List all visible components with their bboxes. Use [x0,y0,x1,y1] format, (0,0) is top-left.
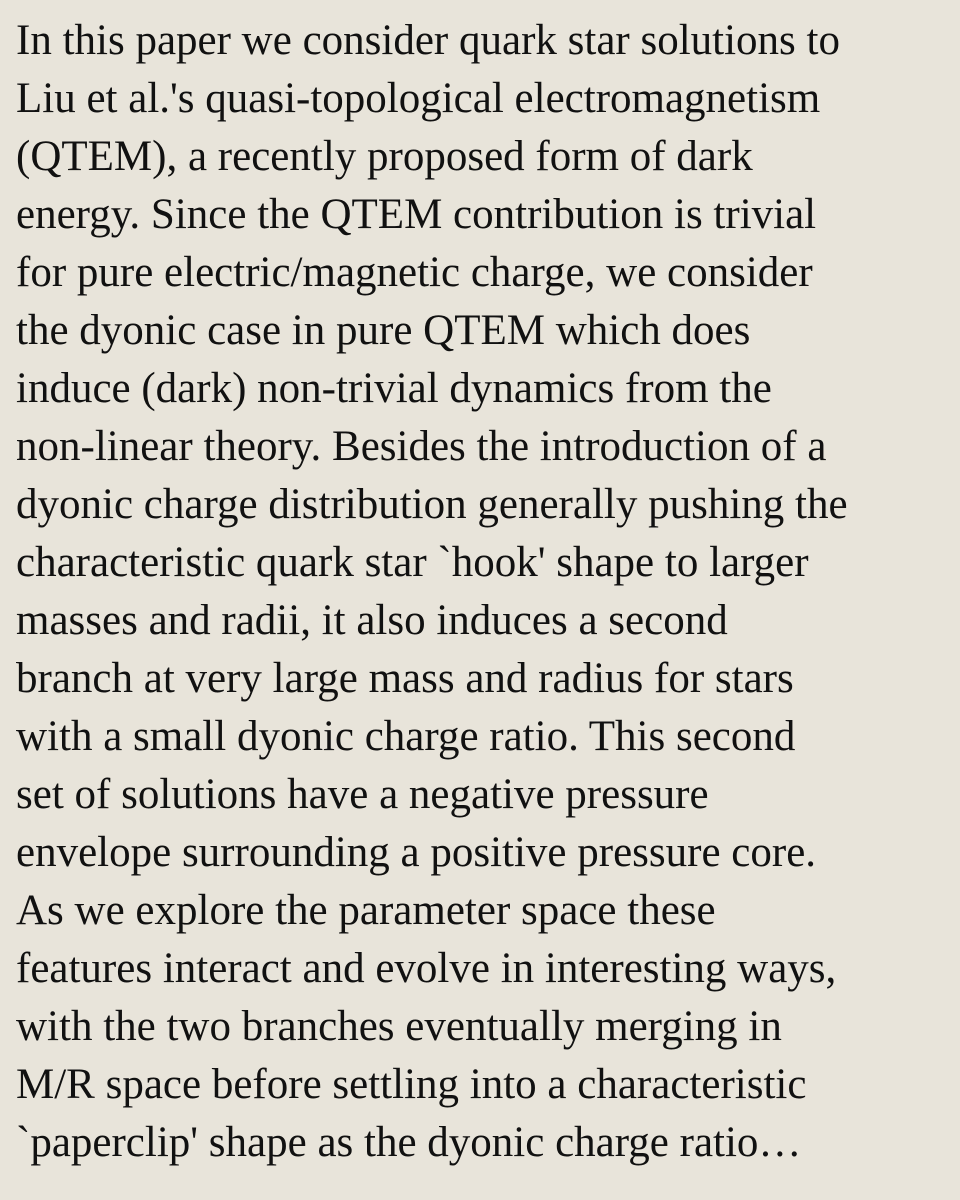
abstract-line: the dyonic case in pure QTEM which does [16,307,751,354]
abstract-line: In this paper we consider quark star solutions to [16,17,840,64]
abstract-line: branch at very large mass and radius for stars [16,655,794,702]
abstract-line: As we explore the parameter space these [16,887,716,934]
abstract-line: set of solutions have a negative pressure [16,771,709,818]
abstract-line: with the two branches eventually merging in [16,1003,782,1050]
abstract-line: (QTEM), a recently proposed form of dark [16,133,753,180]
abstract-line: Liu et al.'s quasi-topological electromagnetism [16,75,821,122]
abstract-line: `paperclip' shape as the dyonic charge ratio… [16,1119,802,1166]
abstract-line: characteristic quark star `hook' shape to larger [16,539,809,586]
abstract-line: envelope surrounding a positive pressure core. [16,829,817,876]
abstract-line: features interact and evolve in interesting ways, [16,945,837,992]
abstract-line: with a small dyonic charge ratio. This second [16,713,796,760]
abstract-line: induce (dark) non-trivial dynamics from the [16,365,772,412]
abstract-line: energy. Since the QTEM contribution is trivial [16,191,817,238]
abstract-line: dyonic charge distribution generally pushing the [16,481,848,528]
abstract-line: non-linear theory. Besides the introduction of a [16,423,827,470]
abstract-line: masses and radii, it also induces a second [16,597,728,644]
abstract-line: for pure electric/magnetic charge, we consider [16,249,813,296]
abstract-text [16,12,950,1172]
abstract-line: M/R space before settling into a characteristic [16,1061,807,1108]
